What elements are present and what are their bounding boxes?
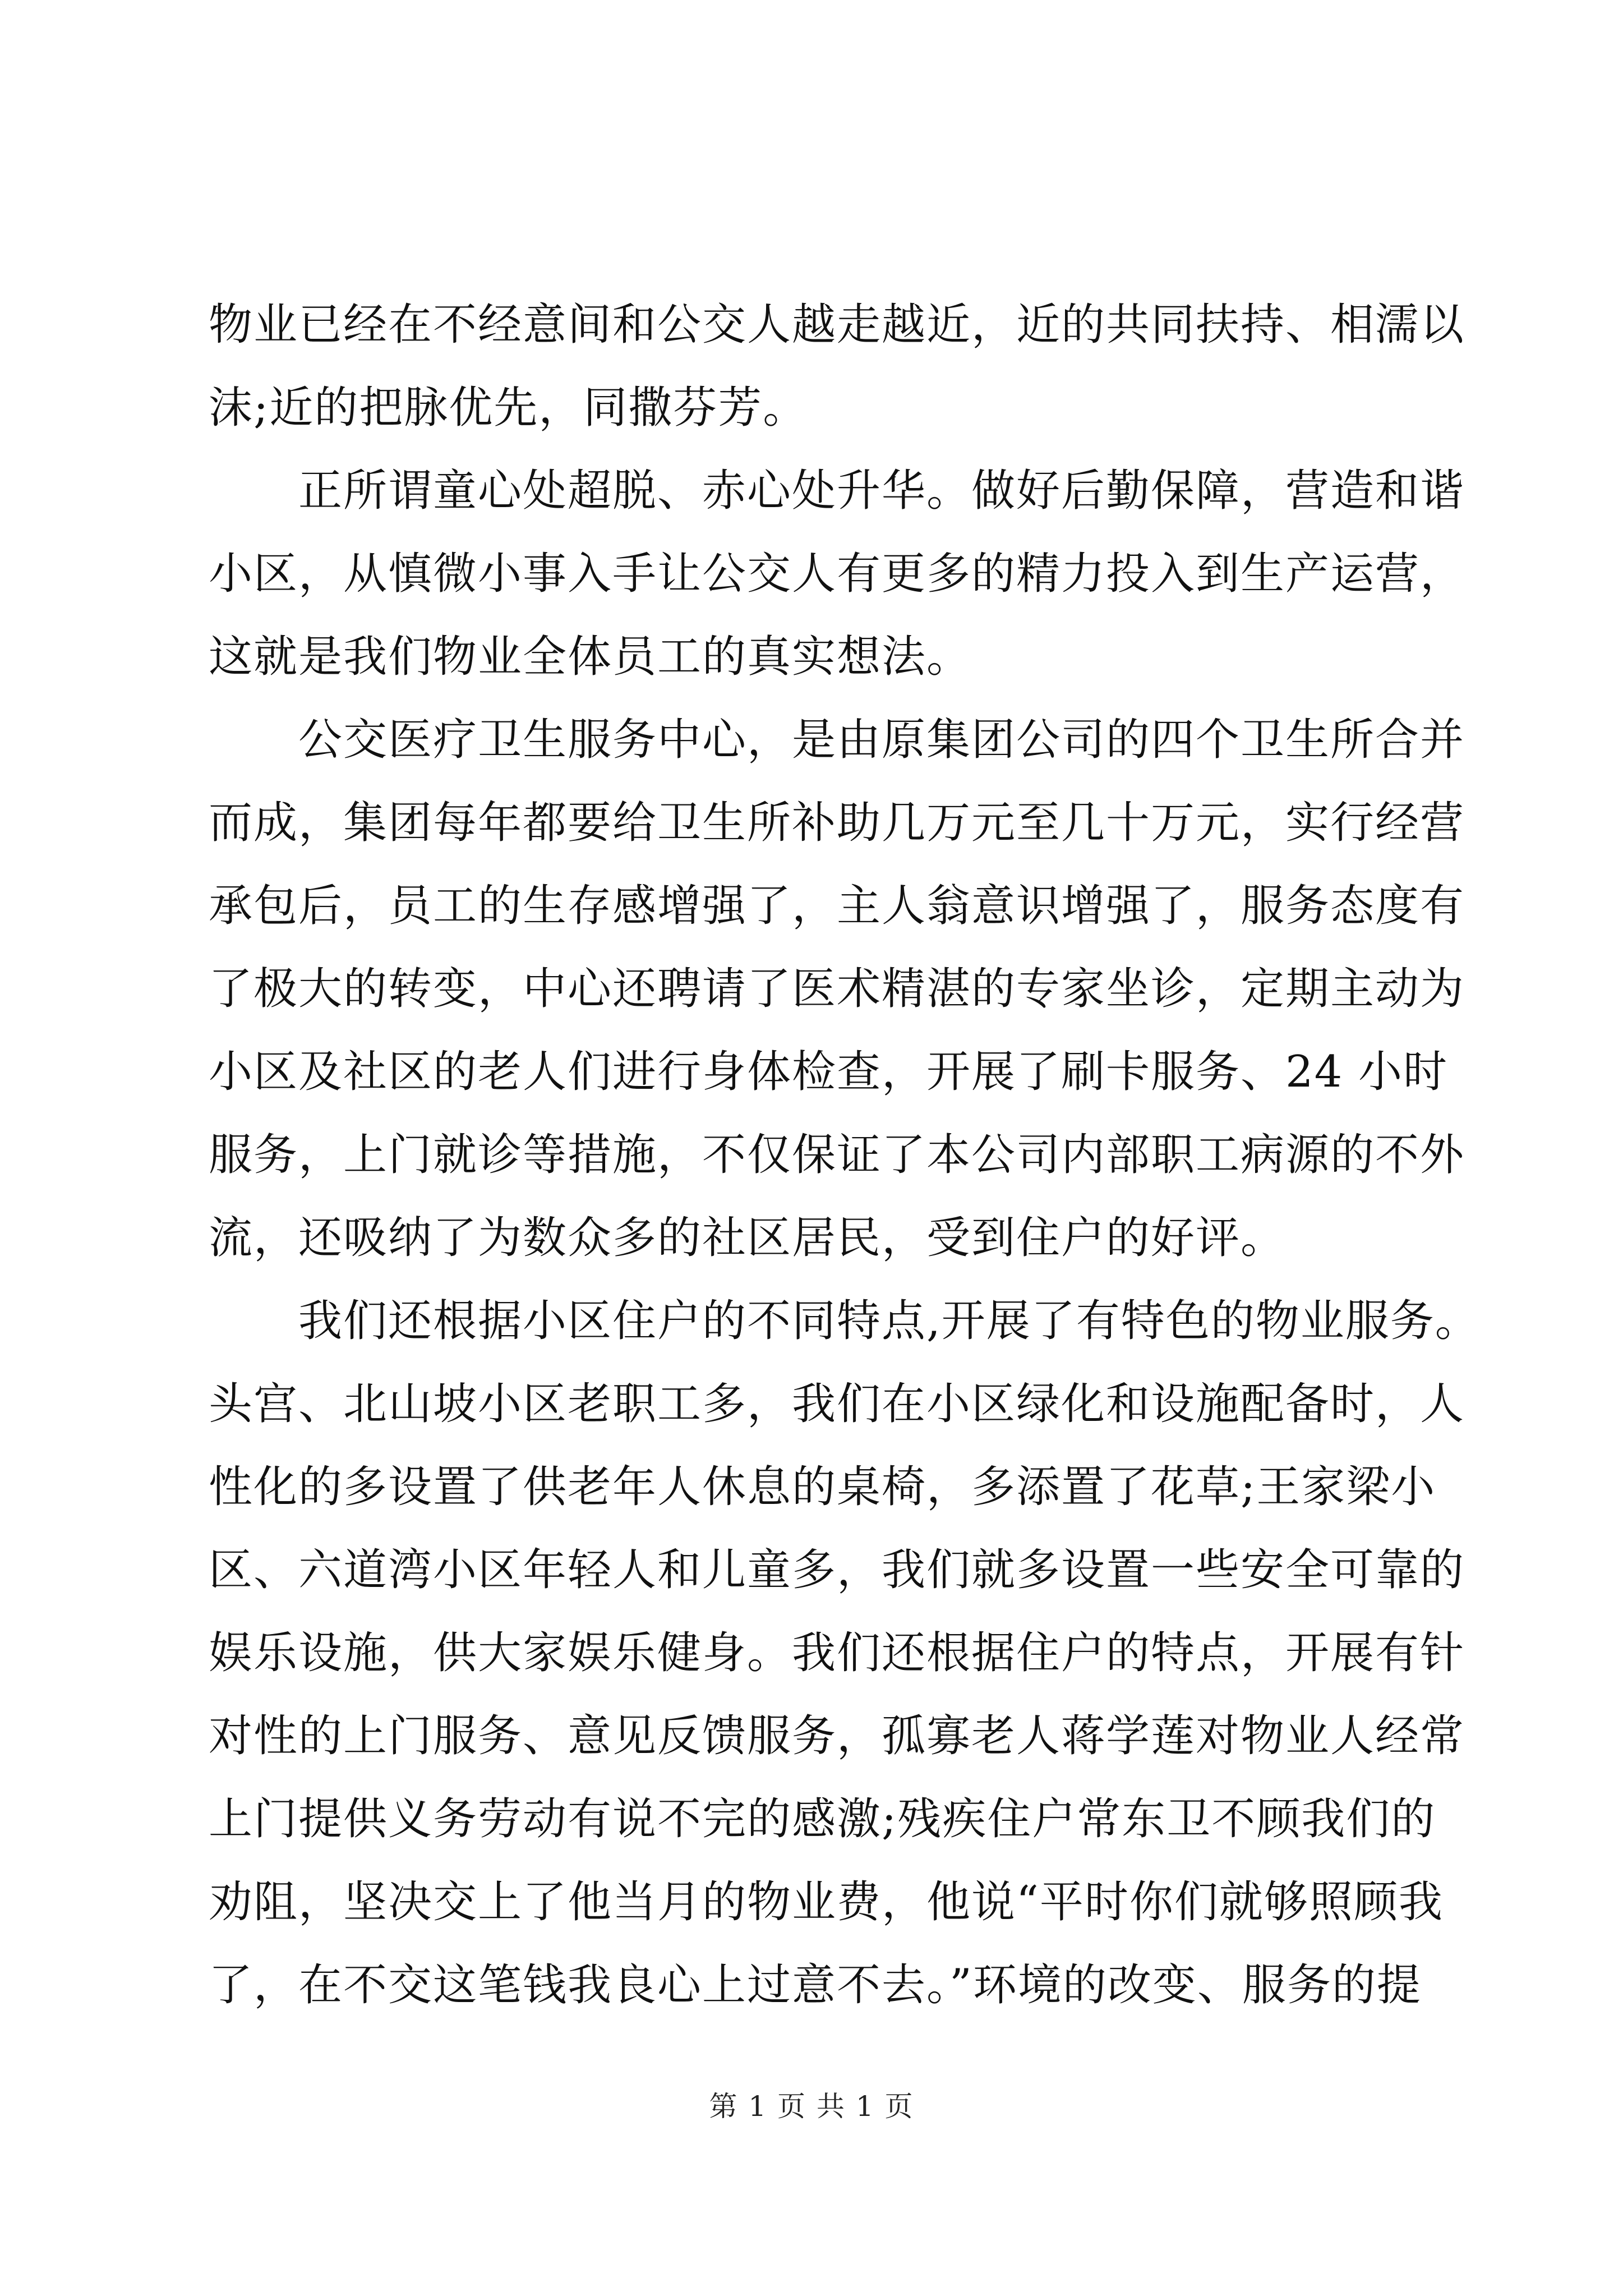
text-line: 了极大的转变，中心还聘请了医术精湛的专家坐诊，定期主动为: [209, 964, 1465, 1014]
text-line: 公交医疗卫生服务中心，是由原集团公司的四个卫生所合并: [209, 715, 1465, 765]
page-number-footer: 第 1 页 共 1 页: [709, 2090, 914, 2123]
text-line: 服务，上门就诊等措施，不仅保证了本公司内部职工病源的不外: [209, 1130, 1465, 1180]
text-line: 对性的上门服务、意见反馈服务，孤寡老人蒋学莲对物业人经常: [209, 1711, 1465, 1761]
text-line: 上门提供义务劳动有说不完的感激;残疾住户常东卫不顾我们的: [209, 1794, 1436, 1844]
text-line: 正所谓童心处超脱、赤心处升华。做好后勤保障，营造和谐: [209, 466, 1465, 516]
text-line: 承包后，员工的生存感增强了，主人翁意识增强了，服务态度有: [209, 881, 1465, 931]
text-line: 劝阻，坚决交上了他当月的物业费，他说“平时你们就够照顾我: [209, 1877, 1444, 1927]
text-line: 这就是我们物业全体员工的真实想法。: [209, 632, 972, 682]
text-line: 而成，集团每年都要给卫生所补助几万元至几十万元，实行经营: [209, 798, 1465, 848]
text-line: 娱乐设施，供大家娱乐健身。我们还根据住户的特点，开展有针: [209, 1628, 1465, 1678]
text-line: 性化的多设置了供老年人休息的桌椅，多添置了花草;王家梁小: [209, 1462, 1436, 1512]
text-line: 头宫、北山坡小区老职工多，我们在小区绿化和设施配备时，人: [209, 1379, 1465, 1429]
text-line: 沫;近的把脉优先，同撒芬芳。: [209, 383, 808, 433]
text-line: 我们还根据小区住户的不同特点,开展了有特色的物业服务。: [209, 1296, 1480, 1346]
text-line: 物业已经在不经意间和公交人越走越近，近的共同扶持、相濡以: [209, 300, 1465, 350]
text-line: 流，还吸纳了为数众多的社区居民，受到住户的好评。: [209, 1213, 1286, 1263]
text-line: 小区，从慎微小事入手让公交人有更多的精力投入到生产运营，: [209, 549, 1465, 599]
text-line: 区、六道湾小区年轻人和儿童多，我们就多设置一些安全可靠的: [209, 1545, 1465, 1595]
text-line: 了，在不交这笔钱我良心上过意不去。”环境的改变、服务的提: [209, 1960, 1422, 2010]
document-body: [209, 283, 1480, 2027]
text-line: 小区及社区的老人们进行身体检查，开展了刷卡服务、24 小时: [209, 1047, 1449, 1097]
